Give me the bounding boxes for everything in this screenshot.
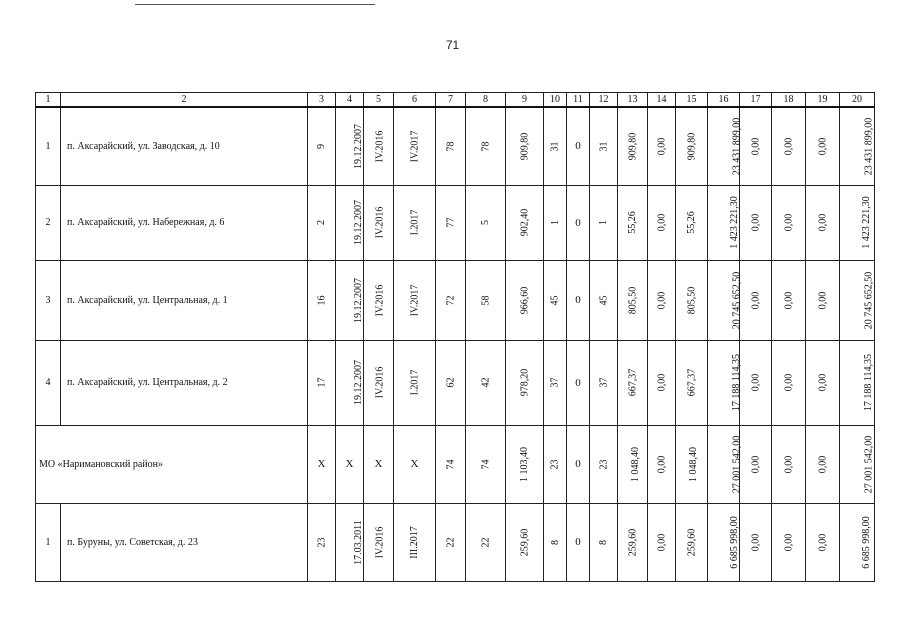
row-number: 2 <box>36 185 61 260</box>
value-cell-c14 <box>648 340 676 425</box>
cell-text: 0 <box>575 376 581 389</box>
column-header: 7 <box>436 93 466 108</box>
cell-text: 0 <box>575 216 581 229</box>
value-cell-c8 <box>466 425 506 503</box>
value-cell-c10 <box>544 185 567 260</box>
top-rule-line <box>135 4 375 5</box>
value-cell-c6 <box>394 425 436 503</box>
value-cell-c19 <box>806 107 840 185</box>
cell-text: 1 <box>598 220 609 225</box>
row-number: 1 <box>36 107 61 185</box>
value-cell-c4 <box>336 185 364 260</box>
cell-text: 17 188 114,35 <box>863 353 875 412</box>
value-cell-c8 <box>466 107 506 185</box>
value-cell-c3 <box>308 340 336 425</box>
table-body <box>36 107 875 581</box>
cell-text: 45 <box>598 295 609 305</box>
cell-text: 74 <box>445 459 456 469</box>
value-cell-c16 <box>708 260 743 340</box>
cell-text: 0 <box>575 458 581 470</box>
value-cell-c5 <box>364 107 394 185</box>
value-cell-c18 <box>772 425 806 503</box>
cell-text: 8 <box>598 539 609 545</box>
value-cell-c20 <box>840 260 875 340</box>
value-cell-c19 <box>806 425 840 503</box>
cell-text: 909,80 <box>686 132 697 160</box>
column-header: 3 <box>308 93 336 108</box>
group-row <box>36 425 875 503</box>
cell-text: 0,00 <box>817 455 828 473</box>
cell-text: 55,26 <box>686 211 697 234</box>
value-cell-c9 <box>506 340 544 425</box>
cell-text: I.2017 <box>409 209 420 236</box>
column-header: 15 <box>676 93 708 108</box>
cell-text: 17 188 114,35 <box>731 353 743 412</box>
cell-text: 62 <box>445 377 456 388</box>
value-cell-c17 <box>740 260 772 340</box>
value-cell-c13 <box>618 185 648 260</box>
value-cell-c18 <box>772 260 806 340</box>
cell-text: 19.12.2007 <box>353 123 364 169</box>
value-cell-c16 <box>708 107 743 185</box>
value-cell-c17 <box>740 425 772 503</box>
cell-text: 19.12.2007 <box>353 200 364 245</box>
value-cell-c17 <box>740 185 772 260</box>
cell-text: 1 048,40 <box>630 446 641 482</box>
cell-text: 27 001 542,00 <box>863 435 875 493</box>
value-cell-c10 <box>544 260 567 340</box>
cell-text: 17 <box>316 377 327 388</box>
cell-text: IV.2016 <box>374 130 386 163</box>
cell-text: IV.2016 <box>374 366 386 399</box>
cell-text: 0,00 <box>817 373 828 392</box>
address-cell: п. Буруны, ул. Советская, д. 23 <box>61 503 308 581</box>
value-cell-c9 <box>506 185 544 260</box>
housing-registry-table <box>35 92 875 582</box>
cell-text: 0,00 <box>783 373 794 392</box>
value-cell-c7 <box>436 340 466 425</box>
cell-text: 23 <box>549 459 561 469</box>
cell-text: 37 <box>549 377 561 388</box>
value-cell-c8 <box>466 185 506 260</box>
value-cell-c8 <box>466 260 506 340</box>
cell-text: 0,00 <box>750 373 761 392</box>
cell-text: IV.2017 <box>408 130 420 163</box>
value-cell-c16 <box>708 340 743 425</box>
cell-text: 72 <box>445 295 456 305</box>
value-cell-c11 <box>567 340 590 425</box>
value-cell-c3 <box>308 260 336 340</box>
table-row <box>36 260 875 340</box>
table-row <box>36 185 875 260</box>
value-cell-c18 <box>772 107 806 185</box>
address-cell: п. Аксарайский, ул. Набережная, д. 6 <box>61 185 308 260</box>
cell-text: 55,26 <box>627 211 638 234</box>
value-cell-c11 <box>567 503 590 581</box>
row-number: 3 <box>36 260 61 340</box>
column-header: 13 <box>618 93 648 108</box>
table-row <box>36 107 875 185</box>
value-cell-c6 <box>394 107 436 185</box>
value-cell-c14 <box>648 185 676 260</box>
value-cell-c5 <box>364 340 394 425</box>
cell-text: 8 <box>549 539 561 545</box>
cell-text: 1 048,40 <box>688 446 699 482</box>
value-cell-c20 <box>840 340 875 425</box>
value-cell-c3 <box>308 503 336 581</box>
column-header: 1 <box>36 93 61 108</box>
value-cell-c4 <box>336 425 364 503</box>
address-cell: п. Аксарайский, ул. Заводская, д. 10 <box>61 107 308 185</box>
value-cell-c11 <box>567 107 590 185</box>
cell-text: 0,00 <box>656 213 667 232</box>
column-number-row <box>36 93 875 108</box>
value-cell-c7 <box>436 425 466 503</box>
value-cell-c18 <box>772 340 806 425</box>
cell-text: 2 <box>316 220 327 225</box>
value-cell-c14 <box>648 503 676 581</box>
value-cell-c15 <box>676 425 708 503</box>
cell-text: IV.2016 <box>374 526 386 558</box>
value-cell-c11 <box>567 185 590 260</box>
cell-text: 0,00 <box>656 533 667 551</box>
cell-text: 23 <box>598 459 609 469</box>
value-cell-c13 <box>618 260 648 340</box>
value-cell-c12 <box>590 340 618 425</box>
value-cell-c8 <box>466 503 506 581</box>
cell-text: 978,20 <box>519 368 530 397</box>
value-cell-c16 <box>708 503 740 581</box>
cell-text: 667,37 <box>627 368 638 397</box>
column-header: 14 <box>648 93 676 108</box>
cell-text: 20 745 652,50 <box>863 271 875 329</box>
cell-text: 78 <box>445 141 456 152</box>
value-cell-c13 <box>618 340 648 425</box>
cell-text: 0,00 <box>783 137 794 155</box>
cell-text: 0,00 <box>656 373 667 392</box>
cell-text: 259,60 <box>519 528 530 556</box>
value-cell-c5 <box>364 260 394 340</box>
value-cell-c7 <box>436 107 466 185</box>
cell-text: 902,40 <box>519 208 530 237</box>
cell-text: 0,00 <box>656 291 667 309</box>
cell-text: 0,00 <box>817 533 828 551</box>
cell-text: 9 <box>316 143 327 149</box>
column-header: 11 <box>567 93 590 108</box>
cell-text: III.2017 <box>409 525 420 559</box>
cell-text: 667,37 <box>686 368 697 397</box>
value-cell-c15 <box>676 340 708 425</box>
value-cell-c20 <box>840 425 875 503</box>
cell-text: 805,50 <box>686 286 697 314</box>
cell-text: 0,00 <box>783 533 794 551</box>
cell-text: 0,00 <box>750 213 761 232</box>
value-cell-c3 <box>308 107 336 185</box>
value-cell-c10 <box>544 425 567 503</box>
value-cell-c4 <box>336 503 364 581</box>
value-cell-c12 <box>590 260 618 340</box>
value-cell-c12 <box>590 503 618 581</box>
column-header: 19 <box>806 93 840 108</box>
value-cell-c7 <box>436 260 466 340</box>
column-header: 17 <box>740 93 772 108</box>
cell-text: 77 <box>445 217 456 228</box>
value-cell-c8 <box>466 340 506 425</box>
cell-text: 31 <box>549 141 561 152</box>
cell-text: 909,80 <box>627 132 638 160</box>
value-cell-c12 <box>590 425 618 503</box>
cell-text: 0,00 <box>750 455 761 473</box>
value-cell-c10 <box>544 503 567 581</box>
cell-text: 17.03.2011 <box>352 519 364 565</box>
cell-text: 0,00 <box>783 291 794 309</box>
value-cell-c4 <box>336 107 364 185</box>
cell-text: 0,00 <box>750 533 761 551</box>
cell-text: 1 103,40 <box>519 446 530 482</box>
cell-text: 0 <box>575 140 581 153</box>
column-header: 2 <box>61 93 308 108</box>
value-cell-c4 <box>336 260 364 340</box>
cell-text: 0,00 <box>750 291 761 309</box>
value-cell-c16 <box>708 425 743 503</box>
value-cell-c17 <box>740 503 772 581</box>
cell-text: 16 <box>316 295 327 305</box>
value-cell-c9 <box>506 260 544 340</box>
group-label: МО «Наримановский район» <box>36 425 308 503</box>
value-cell-c3 <box>308 425 336 503</box>
cell-text: 0,00 <box>750 137 761 155</box>
cell-text: 1 423 221,30 <box>728 196 740 249</box>
cell-text: 6 685 998,00 <box>728 515 740 569</box>
cell-text: 5 <box>480 220 491 225</box>
value-cell-c19 <box>806 185 840 260</box>
value-cell-c20 <box>840 185 875 260</box>
cell-text: 19.12.2007 <box>353 277 364 323</box>
table-row <box>36 340 875 425</box>
row-number: 4 <box>36 340 61 425</box>
page-number: 71 <box>445 38 460 52</box>
cell-text: 45 <box>549 295 561 305</box>
cell-text: 19.12.2007 <box>353 360 364 405</box>
cell-text: 0,00 <box>817 137 828 155</box>
cell-text: 0 <box>575 536 581 548</box>
value-cell-c7 <box>436 503 466 581</box>
cell-text: 42 <box>480 377 491 388</box>
row-number: 1 <box>36 503 61 581</box>
value-cell-c4 <box>336 340 364 425</box>
cell-text: X <box>410 458 419 470</box>
cell-text: 22 <box>480 537 491 547</box>
column-header: 5 <box>364 93 394 108</box>
column-header: 8 <box>466 93 506 108</box>
value-cell-c15 <box>676 260 708 340</box>
cell-text: 0 <box>575 294 581 306</box>
value-cell-c14 <box>648 260 676 340</box>
table-row <box>36 503 875 581</box>
value-cell-c15 <box>676 107 708 185</box>
value-cell-c18 <box>772 185 806 260</box>
cell-text: 22 <box>445 537 456 547</box>
address-cell: п. Аксарайский, ул. Центральная, д. 2 <box>61 340 308 425</box>
cell-text: 6 685 998,00 <box>860 515 872 569</box>
value-cell-c14 <box>648 425 676 503</box>
cell-text: 37 <box>598 377 609 388</box>
cell-text: 0,00 <box>783 213 794 232</box>
value-cell-c17 <box>740 340 772 425</box>
column-header: 9 <box>506 93 544 108</box>
cell-text: X <box>317 458 326 470</box>
value-cell-c19 <box>806 260 840 340</box>
cell-text: 23 <box>316 537 327 547</box>
value-cell-c20 <box>840 107 875 185</box>
value-cell-c15 <box>676 503 708 581</box>
cell-text: 259,60 <box>627 528 638 556</box>
cell-text: X <box>374 458 383 470</box>
value-cell-c9 <box>506 503 544 581</box>
cell-text: 966,60 <box>519 286 530 314</box>
value-cell-c13 <box>618 503 648 581</box>
value-cell-c19 <box>806 340 840 425</box>
value-cell-c18 <box>772 503 806 581</box>
cell-text: I.2017 <box>409 369 420 396</box>
value-cell-c17 <box>740 107 772 185</box>
value-cell-c10 <box>544 340 567 425</box>
cell-text: 1 423 221,30 <box>860 196 872 249</box>
cell-text: 74 <box>480 459 491 469</box>
value-cell-c16 <box>708 185 740 260</box>
cell-text: 20 745 652,50 <box>731 271 743 329</box>
column-header: 18 <box>772 93 806 108</box>
value-cell-c6 <box>394 503 436 581</box>
value-cell-c13 <box>618 425 648 503</box>
cell-text: 0,00 <box>783 455 794 473</box>
value-cell-c12 <box>590 107 618 185</box>
value-cell-c10 <box>544 107 567 185</box>
value-cell-c15 <box>676 185 708 260</box>
cell-text: 23 431 899,00 <box>731 117 743 175</box>
cell-text: 0,00 <box>817 291 828 309</box>
column-header: 10 <box>544 93 567 108</box>
column-header: 4 <box>336 93 364 108</box>
value-cell-c13 <box>618 107 648 185</box>
value-cell-c3 <box>308 185 336 260</box>
value-cell-c7 <box>436 185 466 260</box>
cell-text: 0,00 <box>656 455 667 473</box>
value-cell-c14 <box>648 107 676 185</box>
cell-text: 909,80 <box>519 132 530 160</box>
cell-text: 0,00 <box>817 213 828 232</box>
cell-text: IV.2016 <box>374 206 386 239</box>
column-header: 12 <box>590 93 618 108</box>
cell-text: 31 <box>598 141 609 152</box>
column-header: 6 <box>394 93 436 108</box>
address-cell: п. Аксарайский, ул. Центральная, д. 1 <box>61 260 308 340</box>
cell-text: 259,60 <box>686 528 697 556</box>
cell-text: 27 001 542,00 <box>731 435 743 493</box>
column-header: 20 <box>840 93 875 108</box>
value-cell-c5 <box>364 185 394 260</box>
value-cell-c19 <box>806 503 840 581</box>
value-cell-c6 <box>394 260 436 340</box>
cell-text: 23 431 899,00 <box>863 117 875 175</box>
value-cell-c11 <box>567 425 590 503</box>
cell-text: 78 <box>480 141 491 152</box>
value-cell-c6 <box>394 185 436 260</box>
cell-text: IV.2016 <box>374 284 386 316</box>
value-cell-c20 <box>840 503 875 581</box>
value-cell-c12 <box>590 185 618 260</box>
value-cell-c9 <box>506 425 544 503</box>
cell-text: 1 <box>549 220 561 225</box>
value-cell-c5 <box>364 503 394 581</box>
value-cell-c11 <box>567 260 590 340</box>
cell-text: 805,50 <box>627 286 638 314</box>
value-cell-c6 <box>394 340 436 425</box>
column-header: 16 <box>708 93 740 108</box>
cell-text: 0,00 <box>656 137 667 155</box>
value-cell-c9 <box>506 107 544 185</box>
cell-text: 58 <box>480 295 491 305</box>
cell-text: X <box>345 458 354 470</box>
cell-text: IV.2017 <box>408 284 420 316</box>
value-cell-c5 <box>364 425 394 503</box>
